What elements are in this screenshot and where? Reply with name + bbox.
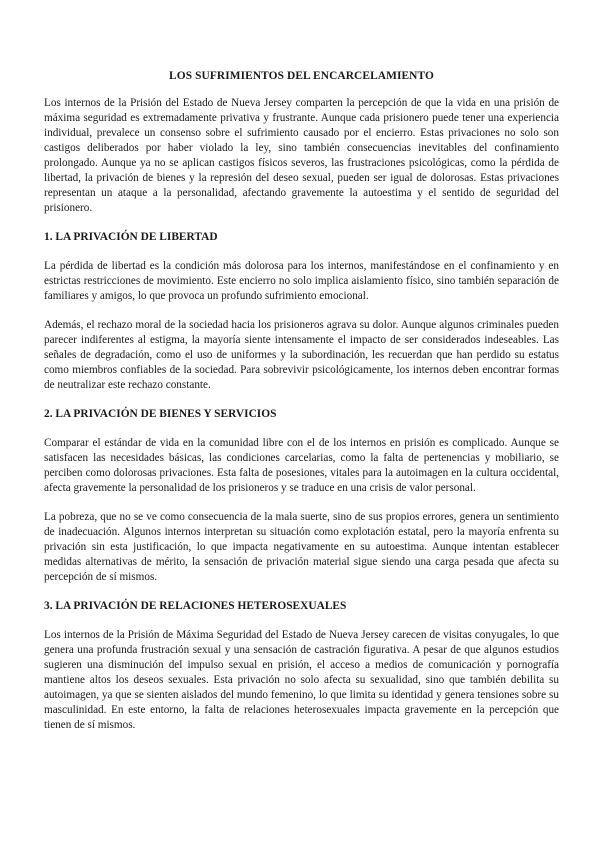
- section-goods-services: [44, 407, 559, 585]
- document-title: LOS SUFRIMIENTOS DEL ENCARCELAMIENTO: [169, 70, 434, 82]
- section-heading-goods-services: 2. LA PRIVACIÓN DE BIENES Y SERVICIOS: [44, 408, 277, 420]
- section-liberty: [44, 230, 559, 393]
- section-paragraph: La pérdida de libertad es la condición más dolorosa para los internos, manifestándose en el confinamiento y en estrictas restricciones de movimiento. Este encierro no solo implica aislamiento físico, sino también separación de familiares y amigos, lo que provoca un profundo sufrimiento emocional.: [44, 260, 559, 302]
- document-page: [44, 70, 559, 747]
- intro-paragraph: Los internos de la Prisión del Estado de Nueva Jersey comparten la percepción de que la vida en una prisión de máxima seguridad es extremadamente privativa y frustrante. Aunque cada prisionero puede tener una experiencia individual, prevalece un consenso sobre el sufrimiento causado por el encierro. Estas privaciones no solo son castigos deliberados por haber violado la ley, sino también consecuencias inevitables del confinamiento prolongado. Aunque ya no se aplican castigos físicos severos, las frustraciones psicológicas, como la pérdida de libertad, la privación de bienes y la represión del deseo sexual, pueden ser igual de dolorosas. Estas privaciones representan un ataque a la personalidad, afectando gravemente la autoestima y el sentido de seguridad del prisionero.: [44, 97, 559, 214]
- section-paragraph: La pobreza, que no se ve como consecuencia de la mala suerte, sino de sus propios errores, genera un sentimiento de inadecuación. Algunos internos interpretan su situación como explotación estatal, pero la mayoría enfrenta su privación sin esta justificación, lo que impacta negativamente en su autoestima. Aunque intentan establecer medidas alternativas de mérito, la sensación de privación material sigue siendo una carga pesada que afecta su percepción de sí mismos.: [44, 511, 559, 583]
- section-heading-liberty: 1. LA PRIVACIÓN DE LIBERTAD: [44, 231, 218, 243]
- section-heterosexual-relations: [44, 599, 559, 733]
- section-paragraph: Además, el rechazo moral de la sociedad hacia los prisioneros agrava su dolor. Aunque algunos criminales pueden parecer indiferentes al estigma, la mayoría siente intensamente el impacto de ser considerados indeseables. Las señales de degradación, como el uso de uniformes y la subordinación, les recuerdan que han perdido su estatus como miembros confiables de la sociedad. Para sobrevivir psicológicamente, los internos deben encontrar formas de neutralizar este rechazo constante.: [44, 319, 559, 391]
- section-heading-heterosexual-relations: 3. LA PRIVACIÓN DE RELACIONES HETEROSEXUALES: [44, 600, 347, 612]
- section-paragraph: Comparar el estándar de vida en la comunidad libre con el de los internos en prisión es complicado. Aunque se satisfacen las necesidades básicas, las condiciones carcelarias, como la falta de pertenencias y mobiliario, se perciben como dolorosas privaciones. Esta falta de posesiones, vitales para la autoimagen en la cultura occidental, afecta gravemente la personalidad de los prisioneros y se traduce en una crisis de valor personal.: [44, 437, 559, 494]
- section-paragraph: Los internos de la Prisión de Máxima Seguridad del Estado de Nueva Jersey carecen de visitas conyugales, lo que genera una profunda frustración sexual y una sensación de castración figurativa. A pesar de que algunos estudios sugieren una disminución del impulso sexual en prisión, el acceso a medios de comunicación y pornografía mantiene altos los deseos sexuales. Esta privación no solo afecta su sexualidad, sino que también debilita su autoimagen, ya que se sienten aislados del mundo femenino, lo que limita su identidad y genera tensiones sobre su masculinidad. En este entorno, la falta de relaciones heterosexuales impacta gravemente en la percepción que tienen de sí mismos.: [44, 629, 559, 731]
